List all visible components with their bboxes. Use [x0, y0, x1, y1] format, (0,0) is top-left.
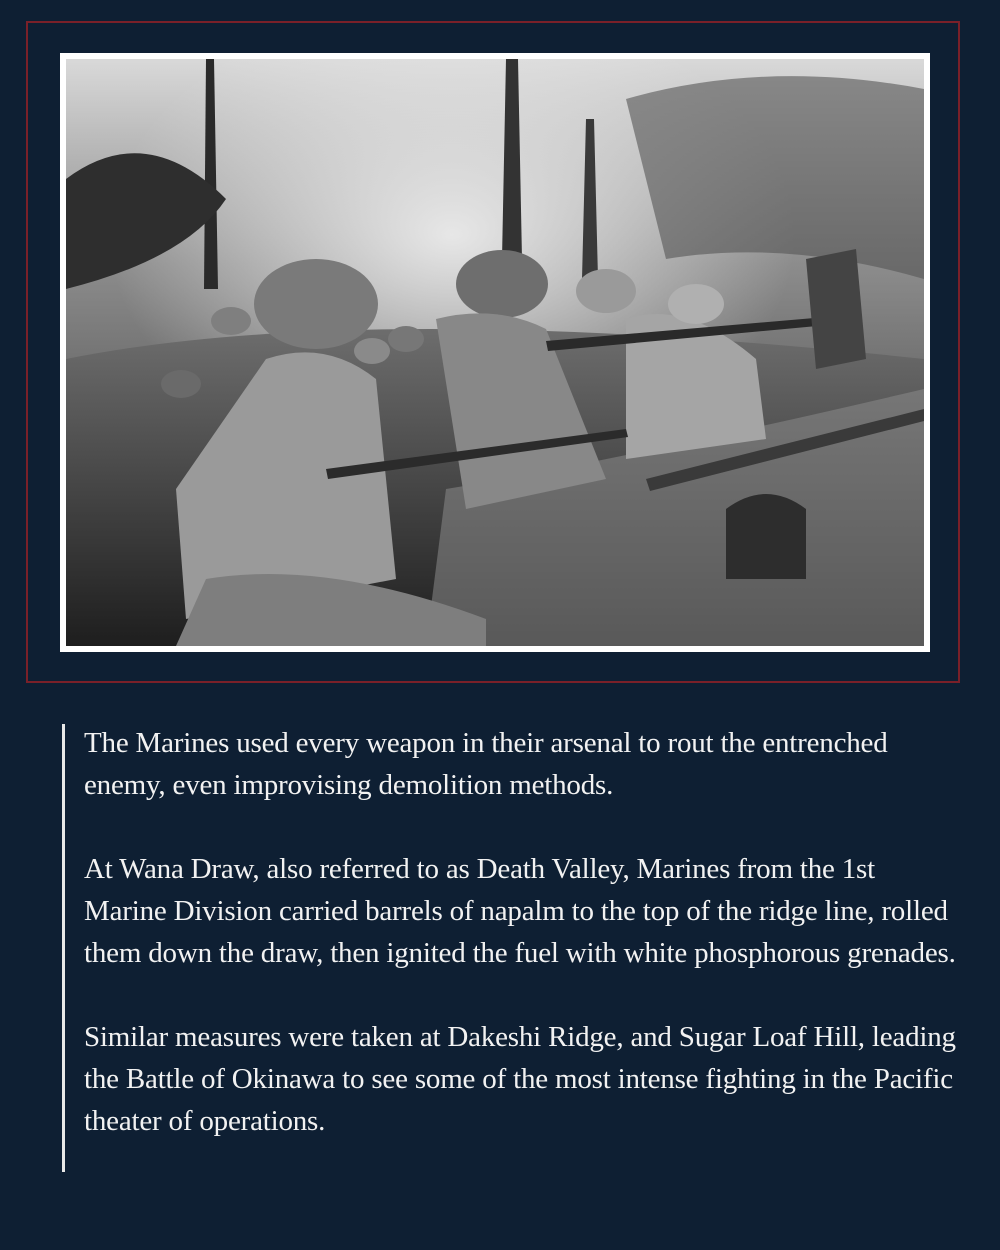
photo-illustration — [66, 59, 924, 646]
caption-paragraph: The Marines used every weapon in their arsenal to rout the entrenched enemy, even improvising demolition methods. — [84, 727, 888, 801]
caption-paragraph: Similar measures were taken at Dakeshi Ridge, and Sugar Loaf Hill, leading the Battle of Okinawa to see some of the most intense fighting in the Pacific theater of operations. — [84, 1021, 956, 1137]
caption-rule — [62, 724, 65, 1172]
historical-photo — [66, 59, 924, 646]
photo-mat — [60, 53, 930, 652]
caption-text-block — [84, 722, 964, 1142]
caption-paragraph: At Wana Draw, also referred to as Death Valley, Marines from the 1st Marine Division carried barrels of napalm to the top of the ridge line, rolled them down the draw, then ignited the fuel with white phosphorous grenades. — [84, 853, 956, 969]
